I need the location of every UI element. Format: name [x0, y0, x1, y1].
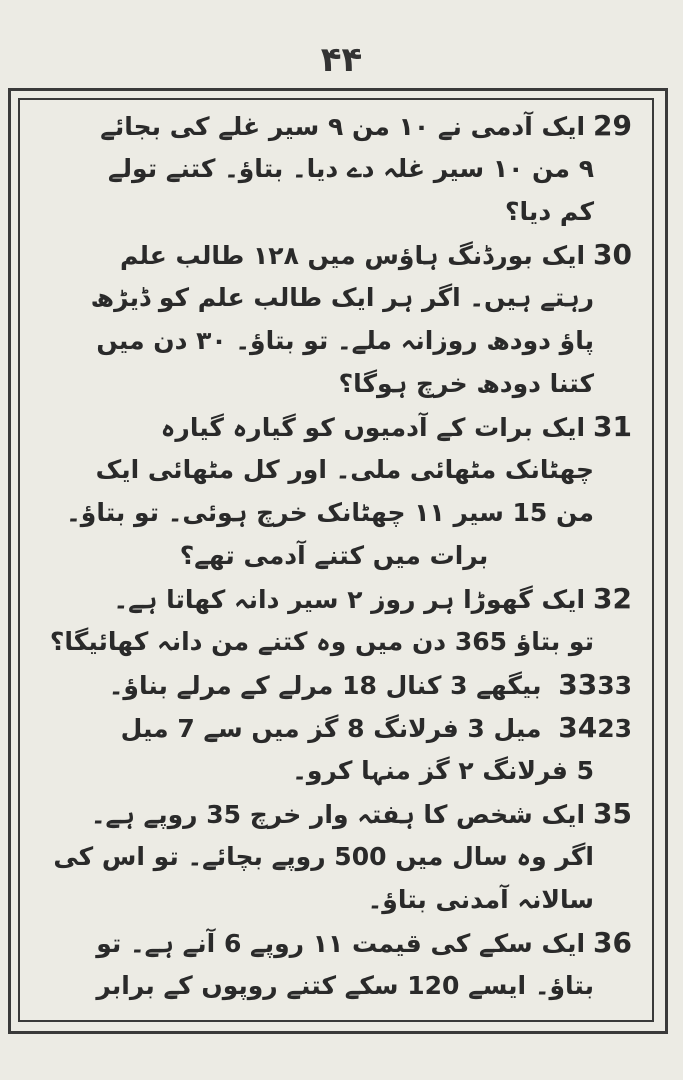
problem-number: 30 — [593, 238, 632, 271]
problem-34 — [34, 706, 634, 792]
problem-line: تو بتاؤ 365 دن میں وہ کتنے من دانہ کھائیگا؟ — [49, 627, 594, 656]
problem-line — [34, 792, 634, 835]
problem-number: 36 — [593, 926, 632, 959]
problem-line: اگر وہ سال میں 500 روپے بچائے۔ تو اس کی — [53, 842, 594, 871]
problem-text: ایک گھوڑا ہر روز ۲ سیر دانہ کھاتا ہے۔ — [113, 585, 586, 614]
problem-line: ۹ من ۱۰ سیر غلہ دے دیا۔ بتاؤ۔ کتنے تولے — [108, 154, 594, 183]
problem-line: 5 فرلانگ ۲ گز منہا کرو۔ — [292, 756, 594, 785]
problem-30 — [34, 233, 634, 405]
problem-line — [34, 706, 634, 749]
problem-number: 29 — [593, 109, 632, 142]
problem-line: رہتے ہیں۔ اگر ہر ایک طالب علم کو ڈیڑھ — [90, 283, 594, 312]
problem-number: 35 — [593, 797, 632, 830]
problem-line — [34, 104, 634, 147]
problem-number: 32 — [593, 582, 632, 615]
problem-number: 34 — [558, 711, 598, 744]
problem-text: ایک آدمی نے ۱۰ من ۹ سیر غلے کی بجائے — [100, 112, 586, 141]
problem-29 — [34, 104, 634, 233]
problem-line: من 15 سیر ۱۱ چھٹانک خرچ ہوئی۔ تو بتاؤ۔ — [66, 498, 594, 527]
problem-line: برات میں کتنے آدمی تھے؟ — [179, 541, 489, 570]
problem-list — [34, 104, 634, 1016]
problem-36 — [34, 921, 634, 1007]
page-number: ۴۴ — [320, 40, 363, 80]
problem-text: ایک سکے کی قیمت ۱۱ روپے 6 آنے ہے۔ تو — [96, 929, 586, 958]
problem-31 — [34, 405, 634, 577]
problem-line — [34, 921, 634, 964]
problem-line — [34, 577, 634, 620]
problem-line — [34, 663, 634, 706]
problem-line: کتنا دودھ خرچ ہوگا؟ — [338, 369, 594, 398]
problem-line: پاؤ دودھ روزانہ ملے۔ تو بتاؤ۔ ۳۰ دن میں — [96, 326, 594, 355]
problem-32 — [34, 577, 634, 663]
problem-number: 31 — [593, 410, 632, 443]
problem-line: چھٹانک مٹھائی ملی۔ اور کل مٹھائی ایک — [95, 455, 594, 484]
problem-text: 33 بیگھے 3 کنال 18 مرلے کے مرلے بناؤ۔ — [108, 671, 632, 700]
problem-text: 23 میل 3 فرلانگ 8 گز میں سے 7 میل — [120, 714, 632, 743]
problem-number: 33 — [558, 668, 598, 701]
problem-35 — [34, 792, 634, 921]
problem-line — [34, 233, 634, 276]
problem-33 — [34, 663, 634, 706]
problem-text: ایک شخص کا ہفتہ وار خرچ 35 روپے ہے۔ — [90, 800, 586, 829]
problem-line: بتاؤ۔ ایسے 120 سکے کتنے روپوں کے برابر — [96, 971, 594, 1000]
problem-line: سالانہ آمدنی بتاؤ۔ — [367, 885, 594, 914]
problem-text: ایک برات کے آدمیوں کو گیارہ گیارہ — [160, 413, 586, 442]
problem-line — [34, 405, 634, 448]
problem-line: کم دیا؟ — [505, 197, 594, 226]
problem-text: ایک بورڈنگ ہاؤس میں ۱۲۸ طالب علم — [119, 241, 586, 270]
